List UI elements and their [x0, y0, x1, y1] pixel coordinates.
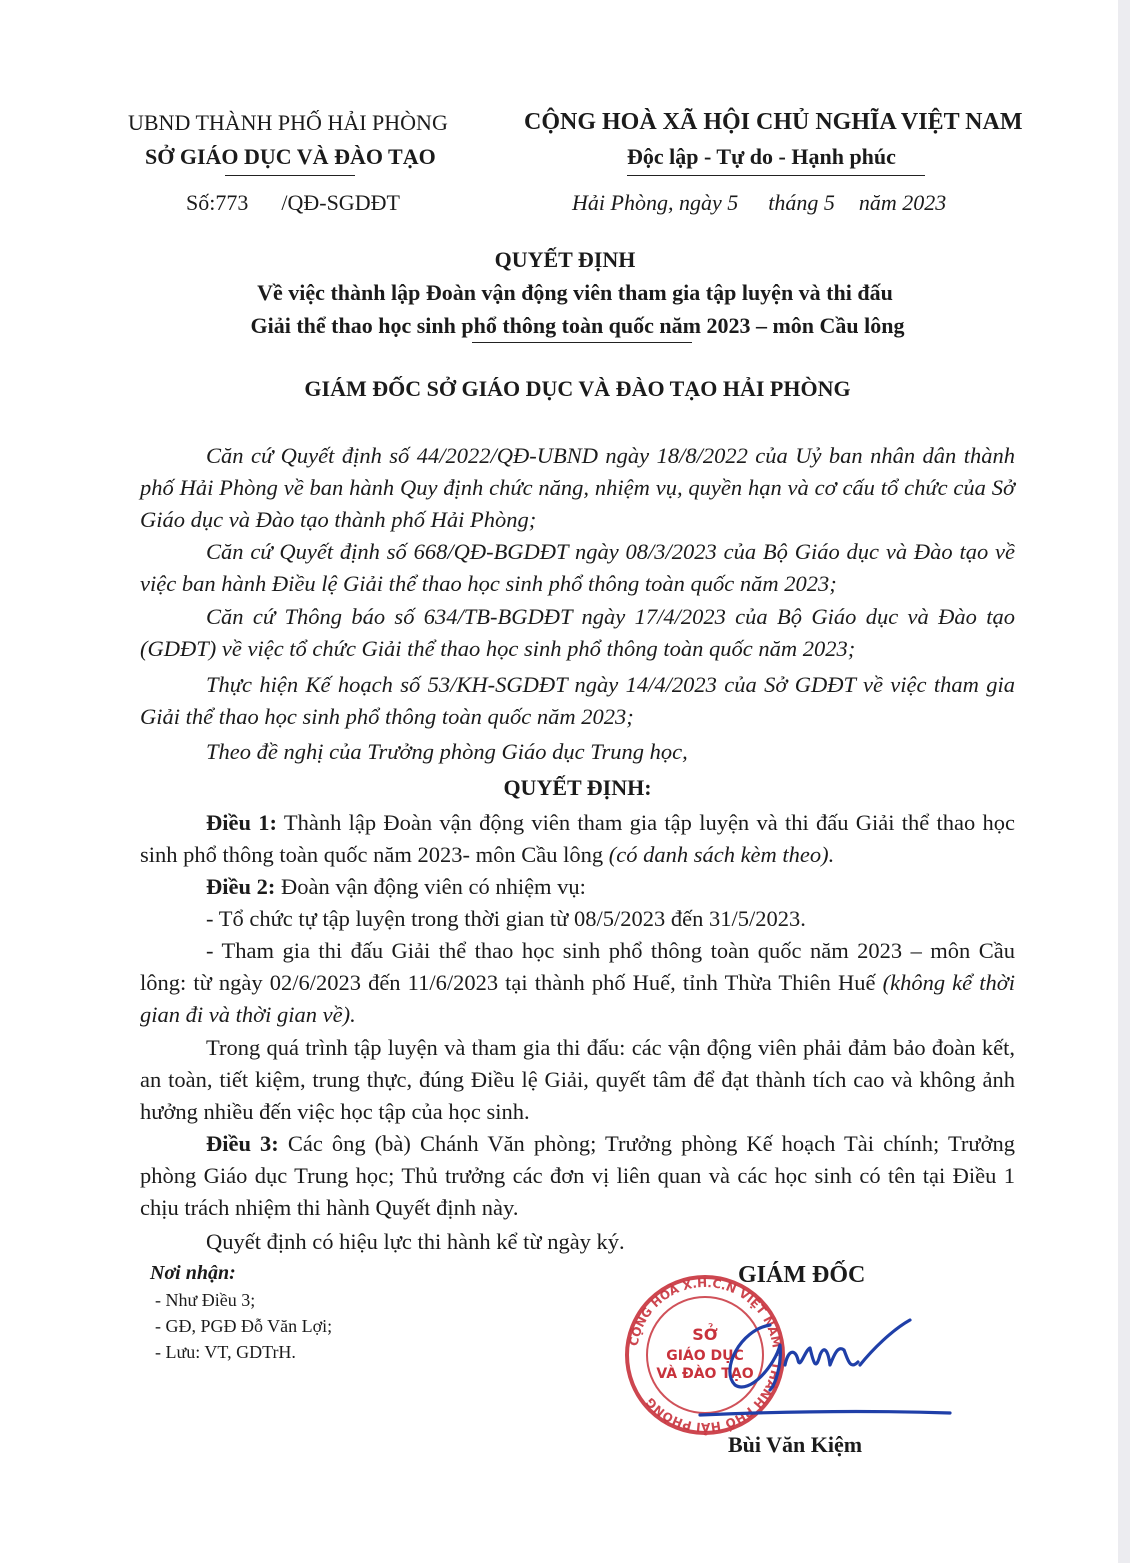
article-2-item-2-note: (không kể thời gian đi và thời gian về).: [140, 970, 1015, 1027]
decision-heading: QUYẾT ĐỊNH:: [503, 775, 652, 800]
article-2-text: Đoàn vận động viên có nhiệm vụ:: [275, 874, 586, 899]
seal-center-2: GIÁO DỤC: [666, 1348, 744, 1364]
issue-date: [572, 190, 946, 216]
signer-name: Bùi Văn Kiệm: [728, 1432, 863, 1457]
page-edge: [1118, 0, 1130, 1563]
article-1-label: Điều 1:: [206, 810, 278, 835]
recipient-item: - Lưu: VT, GDTrH.: [155, 1342, 296, 1362]
subject-underline: [472, 342, 692, 343]
date-day: 5: [727, 190, 739, 215]
article-1-text: Thành lập Đoàn vận động viên tham gia tập luyện và thi đấu Giải thể thao học sinh phổ thông toàn quốc năm 2023- môn Cầu lông: [140, 810, 1015, 867]
date-place: Hải Phòng, ngày: [572, 190, 722, 215]
article-2-paragraph: Trong quá trình tập luyện và tham gia thi đấu: các vận động viên phải đảm bảo đoàn kết, an toàn, tiết kiệm, trung thực, đúng Điều lệ Giải, quyết tâm để đạt thành tích cao và không ảnh hưởng nhiều đến việc học tập của học sinh.: [140, 1035, 1015, 1124]
preamble-5: Theo đề nghị của Trưởng phòng Giáo dục Trung học,: [206, 739, 688, 764]
recipient-item: - GĐ, PGĐ Đỗ Văn Lợi;: [155, 1316, 333, 1336]
seal-center-3: VÀ ĐÀO TẠO: [656, 1366, 754, 1382]
article-2-item-1: - Tổ chức tự tập luyện trong thời gian từ 08/5/2023 đến 31/5/2023.: [206, 906, 806, 931]
article-3-text: Các ông (bà) Chánh Văn phòng; Trưởng phòng Kế hoạch Tài chính; Trưởng phòng Giáo dục Trung học; Thủ trưởng các đơn vị liên quan và các học sinh có tên tại Điều 1 chịu trách nhiệm thi hành Quyết định này.: [140, 1131, 1015, 1220]
number-prefix: Số:: [186, 190, 216, 215]
issuing-authority: GIÁM ĐỐC SỞ GIÁO DỤC VÀ ĐÀO TẠO HẢI PHÒNG: [304, 376, 851, 401]
preamble-3: Căn cứ Thông báo số 634/TB-BGDĐT ngày 17/4/2023 của Bộ Giáo dục và Đào tạo (GDĐT) về việc tổ chức Giải thể thao học sinh phổ thông toàn quốc năm 2023;: [140, 604, 1015, 661]
issuer-line-1: UBND THÀNH PHỐ HẢI PHÒNG: [128, 110, 448, 135]
preamble-2: Căn cứ Quyết định số 668/QĐ-BGDĐT ngày 08/3/2023 của Bộ Giáo dục và Đào tạo về việc ban hành Điều lệ Giải thể thao học sinh phổ thông toàn quốc năm 2023;: [140, 539, 1015, 596]
article-1-note: (có danh sách kèm theo).: [608, 842, 835, 867]
article-3-label: Điều 3:: [206, 1131, 279, 1156]
seal-ring-text: CỘNG HOÀ X.H.C.N VIỆT NAM · THÀNH PHỐ HẢI PHÒNG: [626, 1275, 785, 1435]
issuer-line-2: SỞ GIÁO DỤC VÀ ĐÀO TẠO: [145, 144, 436, 169]
recipients-label: Nơi nhận:: [150, 1262, 236, 1284]
article-2-item-2-text: - Tham gia thi đấu Giải thể thao học sinh phổ thông toàn quốc năm 2023 – môn Cầu lông: từ ngày 02/6/2023 đến 11/6/2023 tại thành phố Huế, tỉnh Thừa Thiên Huế: [140, 938, 1015, 995]
issuer-underline: [225, 175, 355, 176]
article-2: [140, 871, 1015, 903]
article-1: [140, 807, 1015, 871]
document-number: [186, 190, 400, 216]
seal-center-1: SỞ: [692, 1325, 718, 1344]
date-month-label: tháng: [768, 190, 819, 215]
motto-underline: [627, 175, 925, 176]
official-seal: [610, 1270, 940, 1440]
article-2-label: Điều 2:: [206, 874, 276, 899]
effective-clause: Quyết định có hiệu lực thi hành kể từ ngày ký.: [206, 1229, 625, 1254]
date-month: 5: [823, 190, 835, 215]
signer-title: GIÁM ĐỐC: [738, 1262, 866, 1288]
national-title: CỘNG HOÀ XÃ HỘI CHỦ NGHĨA VIỆT NAM: [524, 109, 1023, 135]
preamble-1: Căn cứ Quyết định số 44/2022/QĐ-UBND ngày 18/8/2022 của Uỷ ban nhân dân thành phố Hải Phòng về ban hành Quy định chức năng, nhiệm vụ, quyền hạn và cơ cấu tổ chức của Sở Giáo dục và Đào tạo thành phố Hải Phòng;: [140, 443, 1015, 532]
article-2-item-2: [140, 935, 1015, 1031]
date-year: 2023: [902, 190, 947, 215]
national-motto: Độc lập - Tự do - Hạnh phúc: [627, 144, 896, 169]
recipient-item: - Như Điều 3;: [155, 1290, 256, 1310]
number-value: 773: [215, 190, 249, 215]
article-3: [140, 1128, 1015, 1224]
subject-line-1: Về việc thành lập Đoàn vận động viên tham gia tập luyện và thi đấu: [257, 280, 893, 305]
preamble-4: Thực hiện Kế hoạch số 53/KH-SGDĐT ngày 14/4/2023 của Sở GDĐT về việc tham gia Giải thể thao học sinh phổ thông toàn quốc năm 2023;: [140, 672, 1015, 729]
number-suffix: /QĐ-SGDĐT: [281, 190, 400, 215]
decision-title: QUYẾT ĐỊNH: [494, 247, 636, 272]
subject-line-2: Giải thể thao học sinh phổ thông toàn quốc năm 2023 – môn Cầu lông: [250, 313, 905, 338]
date-year-label: năm: [858, 190, 897, 215]
